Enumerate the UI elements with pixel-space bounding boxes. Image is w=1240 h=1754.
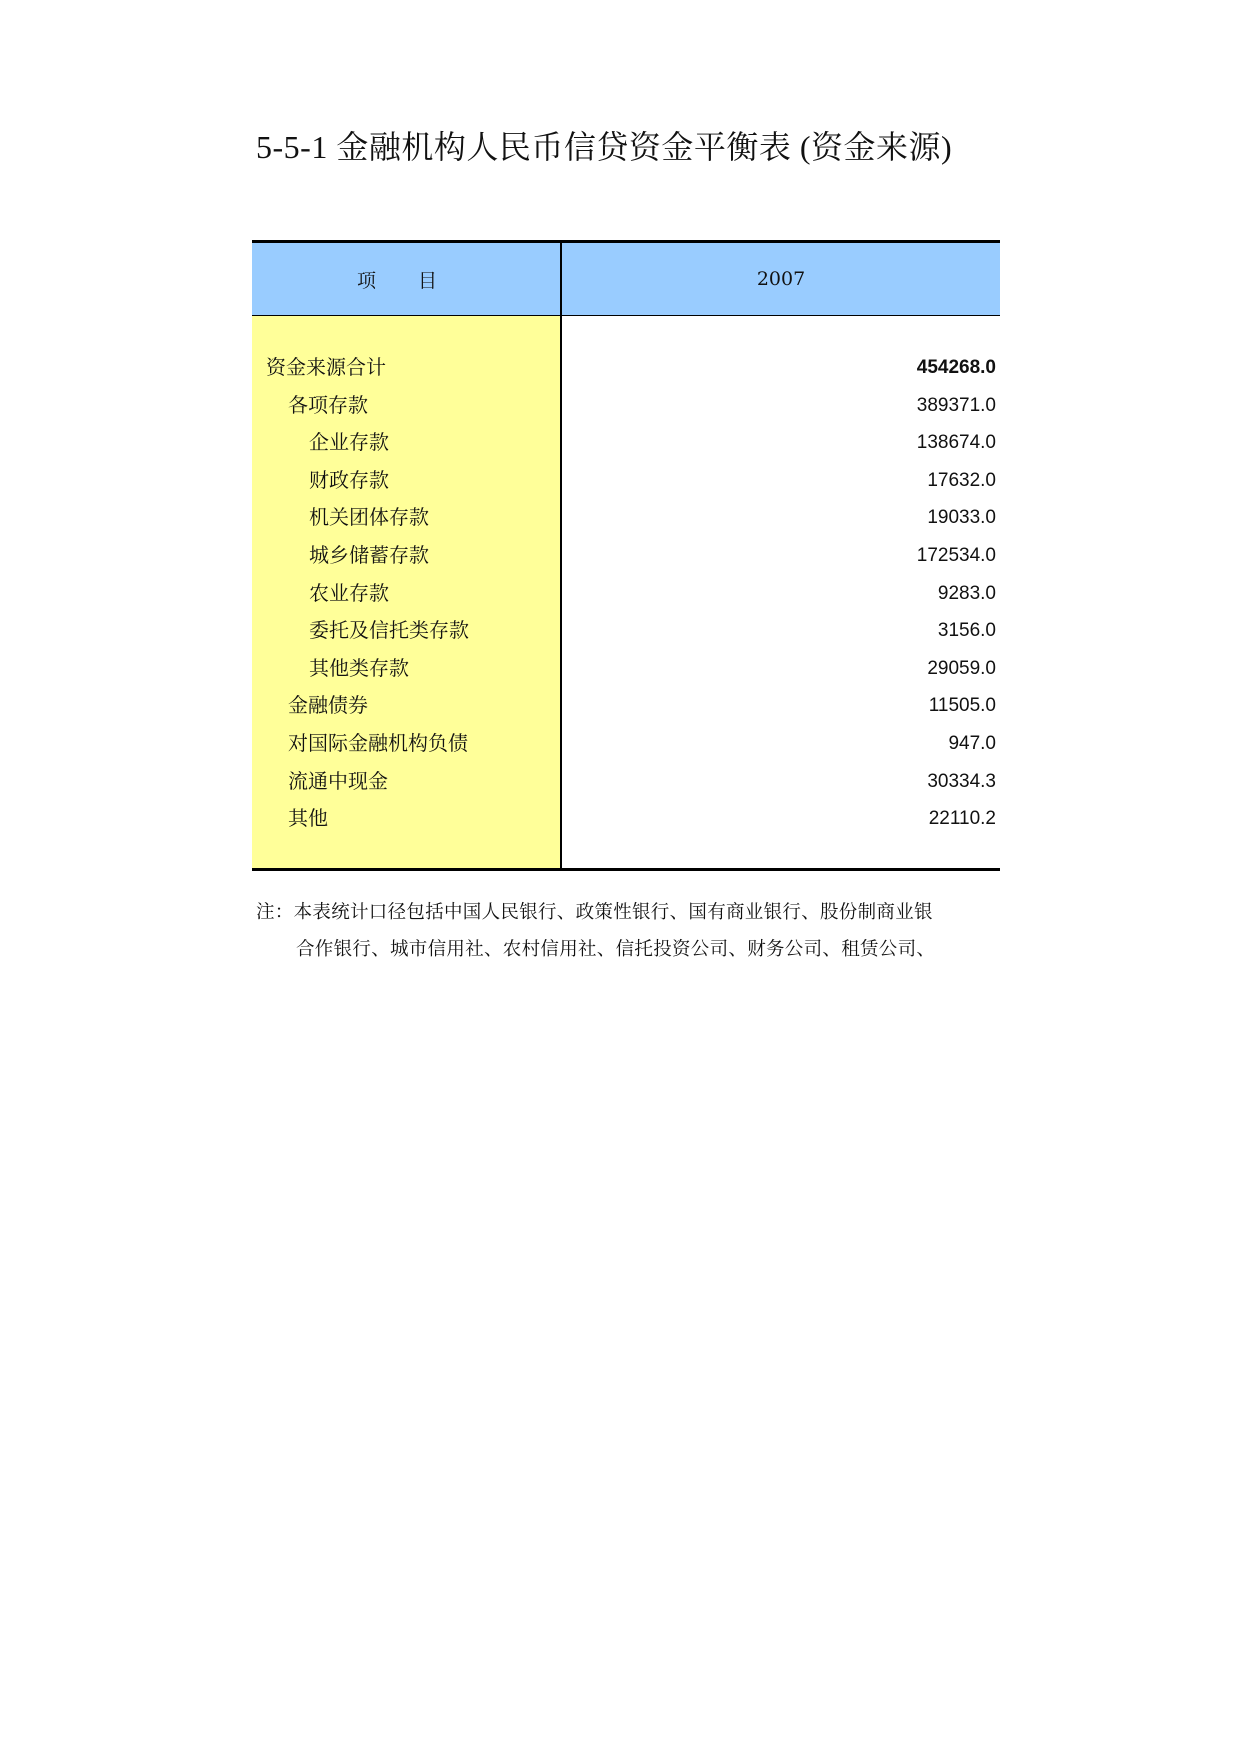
note-line-2: 合作银行、城市信用社、农村信用社、信托投资公司、财务公司、租赁公司、: [296, 939, 936, 960]
row-value: 389371.0: [916, 394, 996, 416]
table-row: [252, 387, 1000, 425]
row-value: 454268.0: [916, 357, 996, 378]
row-value: 30334.3: [927, 770, 996, 792]
table-row: [252, 763, 1000, 801]
table-row: [252, 537, 1000, 575]
row-label: 财政存款: [309, 467, 389, 492]
table-row: [252, 349, 1000, 387]
row-label: 农业存款: [309, 580, 389, 605]
row-label: 金融债券: [288, 693, 368, 718]
note-line-1: 注：本表统计口径包括中国人民银行、政策性银行、国有商业银行、股份制商业银: [256, 902, 933, 923]
row-value: 9283.0: [937, 582, 996, 604]
page-title: 5-5-1 金融机构人民币信贷资金平衡表 (资金来源): [256, 129, 953, 165]
row-value: 29059.0: [927, 657, 996, 679]
header-item: 项 目: [252, 243, 562, 315]
table-row: [252, 462, 1000, 500]
table-body: [252, 316, 1000, 868]
table-header: [252, 243, 1000, 316]
row-label: 其他: [288, 806, 328, 831]
table-row: [252, 650, 1000, 688]
table-row: [252, 800, 1000, 838]
table-row: [252, 575, 1000, 613]
row-value: 22110.2: [928, 808, 996, 830]
row-label: 各项存款: [288, 392, 368, 417]
row-label: 城乡储蓄存款: [309, 543, 429, 567]
table-row: [252, 612, 1000, 650]
row-label: 机关团体存款: [309, 505, 429, 530]
table-row: [252, 424, 1000, 462]
row-value: 3156.0: [937, 620, 996, 642]
row-value: 19033.0: [927, 507, 996, 529]
row-value: 17632.0: [927, 469, 996, 491]
row-label: 委托及信托类存款: [309, 618, 469, 643]
row-value: 172534.0: [916, 545, 996, 566]
table-bottom-rule: [252, 868, 1000, 871]
table-row: [252, 499, 1000, 537]
row-label: 其他类存款: [309, 655, 409, 680]
row-value: 138674.0: [916, 432, 996, 454]
table-row: [252, 687, 1000, 725]
row-value: 947.0: [948, 733, 996, 754]
row-label: 资金来源合计: [266, 355, 386, 379]
header-year: 2007: [756, 268, 806, 290]
table-row: [252, 725, 1000, 763]
row-label: 企业存款: [309, 430, 389, 455]
row-value: 11505.0: [928, 695, 996, 717]
row-label: 流通中现金: [288, 768, 388, 793]
row-label: 对国际金融机构负债: [288, 731, 468, 755]
